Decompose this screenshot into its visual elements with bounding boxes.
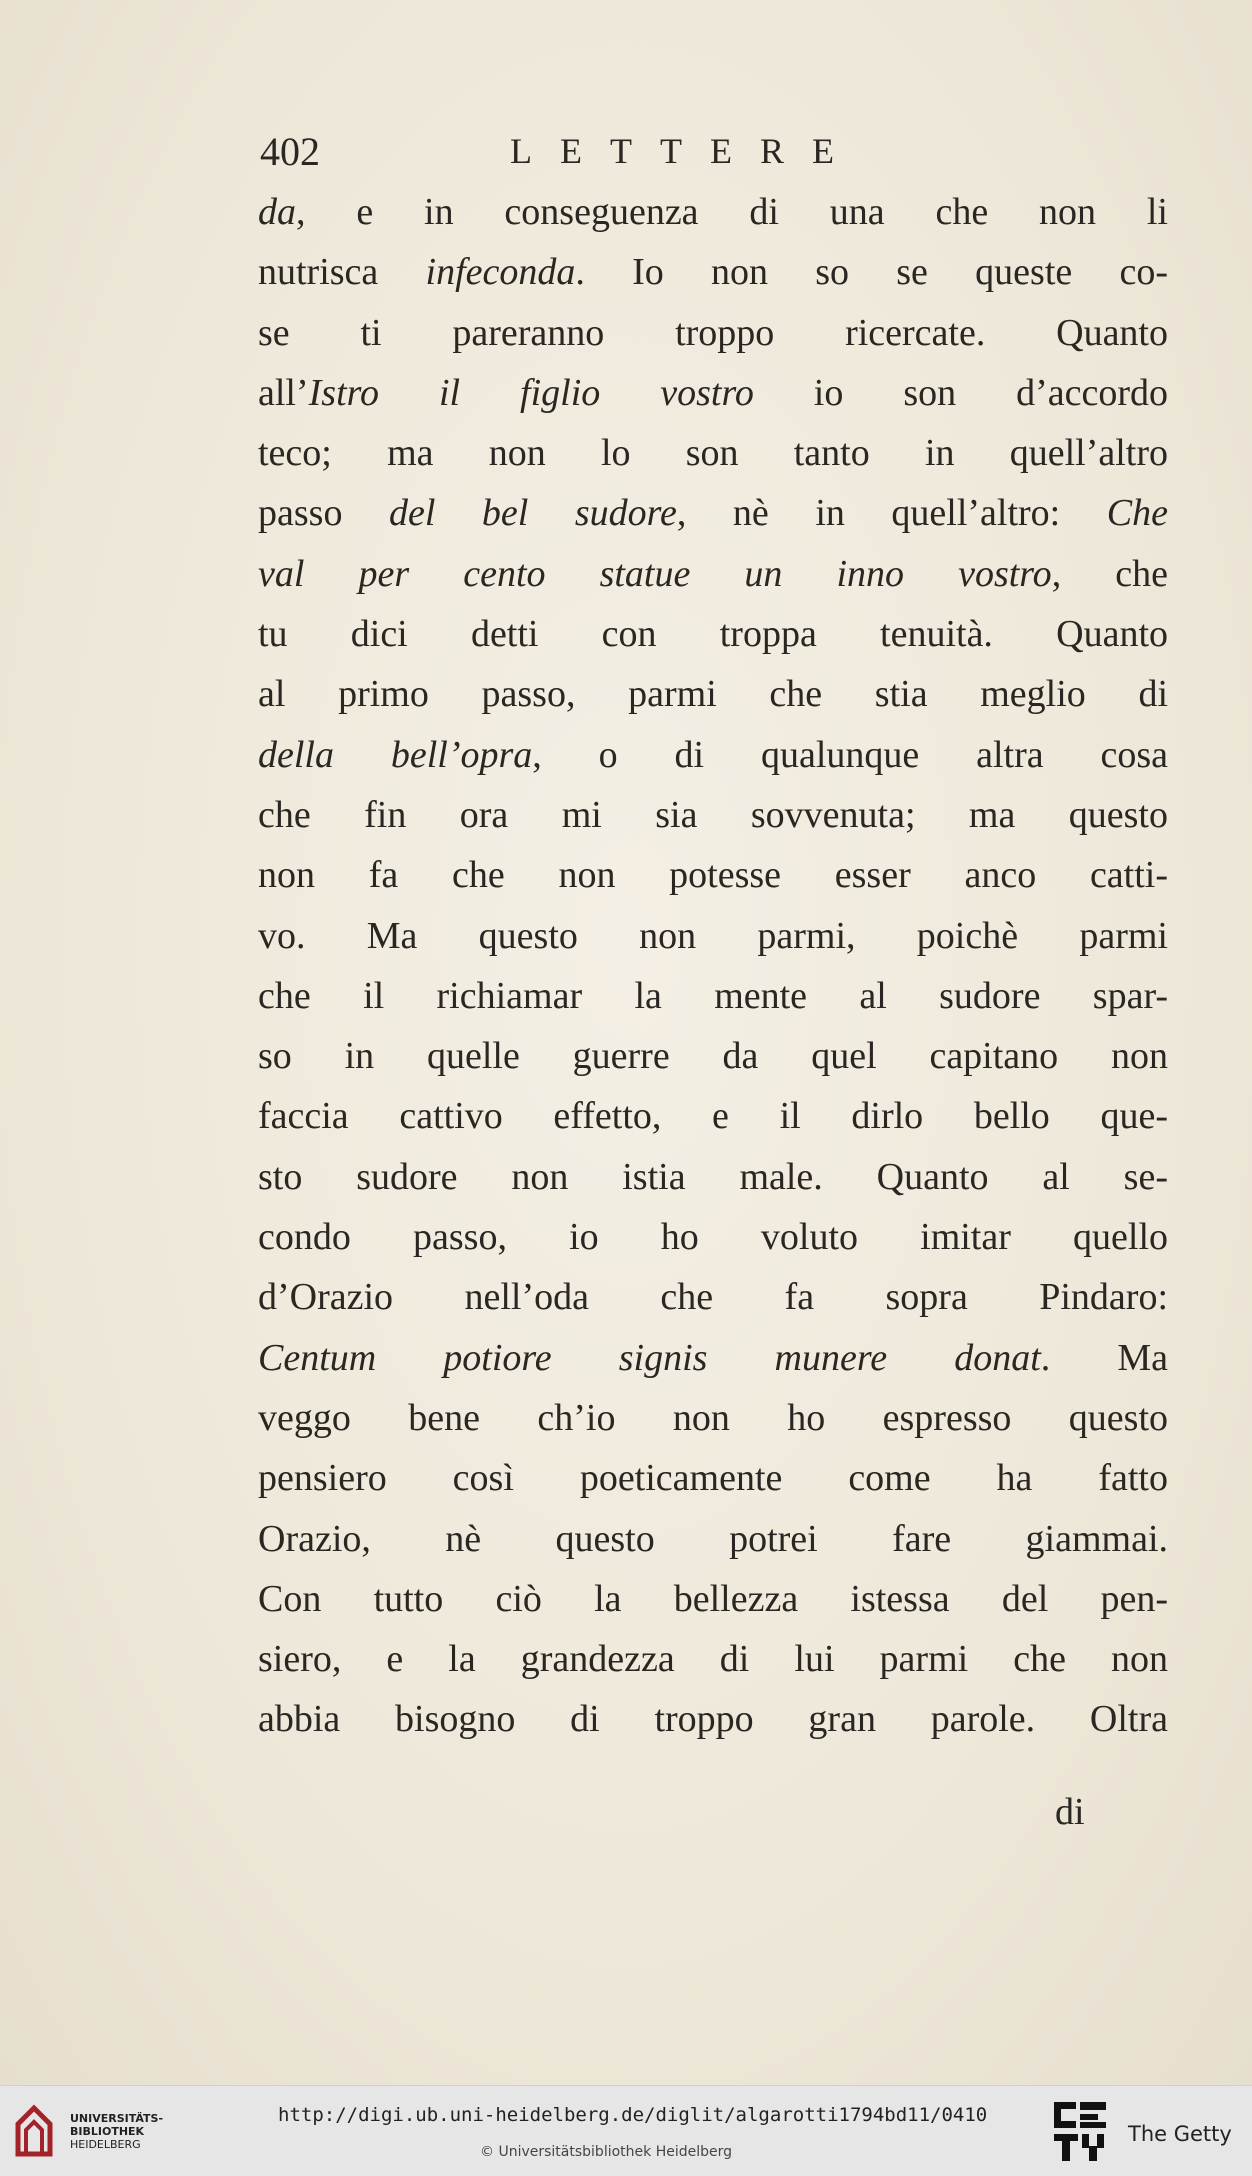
permalink-url[interactable]: http://digi.ub.uni-heidelberg.de/diglit/algarotti1794bd11/0410 — [278, 2104, 988, 2126]
ub-heidelberg-emblem-icon — [12, 2104, 56, 2160]
library-line-3: HEIDELBERG — [70, 2138, 141, 2151]
text-segment: che fin ora mi sia sovvenuta; ma questo — [258, 793, 1168, 836]
text-segment: abbia bisogno di troppo gran parole. Oltra — [258, 1698, 1168, 1741]
text-segment: , che — [1051, 552, 1168, 595]
text-segment: so in quelle guerre da quel capitano non — [258, 1035, 1168, 1078]
text-line — [258, 664, 1168, 724]
text-segment: io son d’accordo — [753, 371, 1168, 414]
text-segment: Orazio, nè questo potrei fare giammai. — [258, 1517, 1168, 1560]
italic-segment: Centum potiore signis munere donat — [258, 1336, 1041, 1379]
text-line — [258, 1328, 1168, 1388]
letter-body-text — [258, 182, 1168, 1750]
library-line-1: UNIVERSITÄTS- — [70, 2112, 164, 2125]
text-segment: . Io non so se queste co- — [575, 251, 1168, 294]
text-line — [258, 906, 1168, 966]
running-title: LETTERE — [510, 131, 862, 171]
text-line — [258, 1448, 1168, 1508]
text-segment: nutrisca — [258, 251, 426, 294]
text-segment: siero, e la grandezza di lui parmi che non — [258, 1638, 1168, 1681]
italic-segment: della bell’opra — [258, 733, 533, 776]
copyright-notice: © Universitätsbibliothek Heidelberg — [480, 2144, 733, 2160]
text-line — [258, 1147, 1168, 1207]
text-line — [258, 303, 1168, 363]
library-line-2: BIBLIOTHEK — [70, 2125, 145, 2138]
text-line — [258, 1026, 1168, 1086]
text-segment: veggo bene ch’io non ho espresso questo — [258, 1396, 1168, 1439]
text-line — [258, 1388, 1168, 1448]
text-line — [258, 1629, 1168, 1689]
text-segment: , o di qualunque altra cosa — [532, 733, 1169, 776]
text-line — [258, 1086, 1168, 1146]
text-segment: vo. Ma questo non parmi, poichè parmi — [258, 914, 1168, 957]
text-segment: . Ma — [1040, 1336, 1168, 1379]
text-line — [258, 423, 1168, 483]
text-line — [258, 1267, 1168, 1327]
text-segment: pensiero così poeticamente come ha fatto — [258, 1457, 1168, 1500]
text-segment: che il richiamar la mente al sudore spar- — [258, 974, 1168, 1017]
text-line — [258, 1207, 1168, 1267]
text-line — [258, 1569, 1168, 1629]
text-segment: sto sudore non istia male. Quanto al se- — [258, 1155, 1168, 1198]
text-line — [258, 483, 1168, 543]
viewer-footer — [0, 2085, 1252, 2176]
text-segment: passo — [258, 492, 389, 535]
italic-segment: Istro il figlio vostro — [308, 371, 754, 414]
university-library-logo[interactable] — [12, 2100, 172, 2164]
university-library-name — [70, 2112, 163, 2151]
text-segment: tu dici detti con troppa tenuità. Quanto — [258, 613, 1168, 656]
text-segment: se ti pareranno troppo ricercate. Quanto — [258, 311, 1168, 354]
text-segment: al primo passo, parmi che stia meglio di — [258, 673, 1168, 716]
text-line — [258, 1509, 1168, 1569]
text-segment: , nè in quell’altro: — [676, 492, 1107, 535]
text-line — [258, 966, 1168, 1026]
text-segment: all’ — [258, 371, 309, 414]
italic-segment: Che — [1106, 492, 1168, 535]
text-segment: d’Orazio nell’oda che fa sopra Pindaro: — [258, 1276, 1168, 1319]
text-segment: non fa che non potesse esser anco catti- — [258, 854, 1168, 897]
page-header — [260, 128, 1160, 178]
getty-logo-icon[interactable] — [1052, 2100, 1112, 2164]
page-number: 402 — [260, 129, 320, 174]
text-segment: condo passo, io ho voluto imitar quello — [258, 1216, 1168, 1259]
text-segment: teco; ma non lo son tanto in quell’altro — [258, 432, 1168, 475]
italic-segment: da — [258, 191, 296, 233]
text-line — [258, 242, 1168, 302]
text-line — [258, 182, 1168, 242]
text-line — [258, 544, 1168, 604]
text-line — [258, 785, 1168, 845]
text-segment: Con tutto ciò la bellezza istessa del pen- — [258, 1577, 1168, 1620]
italic-segment: infeconda — [425, 251, 576, 294]
text-segment: faccia cattivo effetto, e il dirlo bello que- — [258, 1095, 1168, 1138]
italic-segment: val per cento statue un inno vostro — [258, 552, 1052, 595]
text-line — [258, 363, 1168, 423]
text-segment: , e in conseguenza di una che non li — [296, 191, 1168, 233]
italic-segment: del bel sudore — [388, 492, 677, 535]
text-line — [258, 845, 1168, 905]
catchword: di — [1055, 1791, 1085, 1833]
text-line — [258, 725, 1168, 785]
text-line — [258, 604, 1168, 664]
text-line — [258, 1689, 1168, 1749]
getty-name: The Getty — [1128, 2122, 1232, 2146]
